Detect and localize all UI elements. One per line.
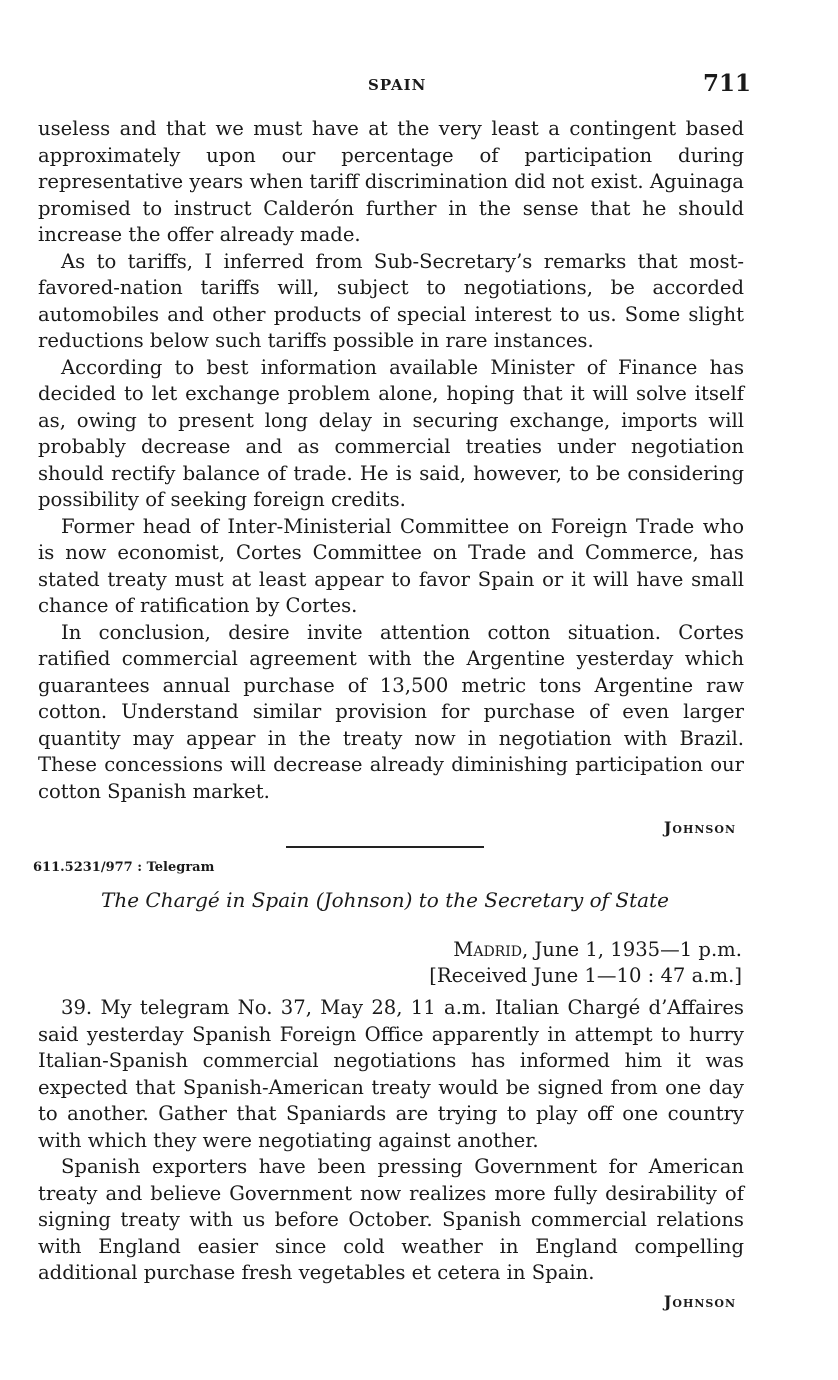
dateline-sent: [429, 937, 742, 963]
first-document-body: [38, 116, 744, 805]
running-title: SPAIN: [368, 76, 427, 94]
second-document-body: [38, 995, 744, 1287]
first-signature: Johnson: [663, 818, 736, 837]
dateline: [429, 937, 742, 989]
paragraph-telegram-39: 39. My telegram No. 37, May 28, 11 a.m. Italian Chargé d’Affaires said yesterday Spanish Foreign Office apparently in attempt to hurry Italian-Spanish commercial negotiations has informed him it was expected that Spanish-American treaty would be signed from one day to another. Gather that Spaniards are trying to play off one country with which they were negotiating against another.: [38, 996, 744, 1152]
dateline-date: June 1, 1935—1 p.m.: [528, 938, 742, 961]
running-head: [0, 70, 838, 100]
paragraph-continuation: useless and that we must have at the very least a contingent based approximately upon our percentage of participation during representative years when tariff discrimination did not exist. Aguinaga promised to instruct Calderón further in the sense that he should increase the offer already made.: [38, 117, 744, 246]
section-divider: [286, 846, 484, 848]
page-number: 711: [703, 70, 752, 97]
file-reference: 611.5231/977 : Telegram: [33, 860, 215, 875]
paragraph-cotton: In conclusion, desire invite attention cotton situation. Cortes ratified commercial agreement with the Argentine yesterday which guarantees annual purchase of 13,500 metric tons Argentine raw cotton. Understand similar provision for purchase of even larger quantity may appear in the treaty now in negotiation with Brazil. These concessions will decrease already diminishing participation our cotton Spanish market.: [38, 620, 744, 803]
paragraph-tariffs: As to tariffs, I inferred from Sub-Secretary’s remarks that most-favored-nation tariffs will, subject to negotiations, be accorded automobiles and other products of special interest to us. Some slight reductions below such tariffs possible in rare instances.: [38, 249, 744, 352]
paragraph-exporters: Spanish exporters have been pressing Government for American treaty and believe Government now realizes more fully desirability of signing treaty with us before October. Spanish commercial relations with England easier since cold weather in England compelling additional purchase fresh vegetables et cetera in Spain.: [38, 1155, 744, 1284]
paragraph-committee: Former head of Inter-Ministerial Committee on Foreign Trade who is now economist, Cortes Committee on Trade and Commerce, has stated treaty must at least appear to favor Spain or it will have small chance of ratification by Cortes.: [38, 514, 744, 617]
second-signature: Johnson: [663, 1292, 736, 1311]
dateline-received: [Received June 1—10 : 47 a.m.]: [429, 964, 742, 987]
document-heading: The Chargé in Spain (Johnson) to the Secretary of State: [101, 888, 669, 912]
paragraph-exchange: According to best information available Minister of Finance has decided to let exchange problem alone, hoping that it will solve itself as, owing to present long delay in securing exchange, imports will probably decrease and as commercial treaties under negotiation should rectify balance of trade. He is said, however, to be considering possibility of seeking foreign credits.: [38, 355, 744, 511]
dateline-place: Madrid,: [453, 938, 529, 961]
